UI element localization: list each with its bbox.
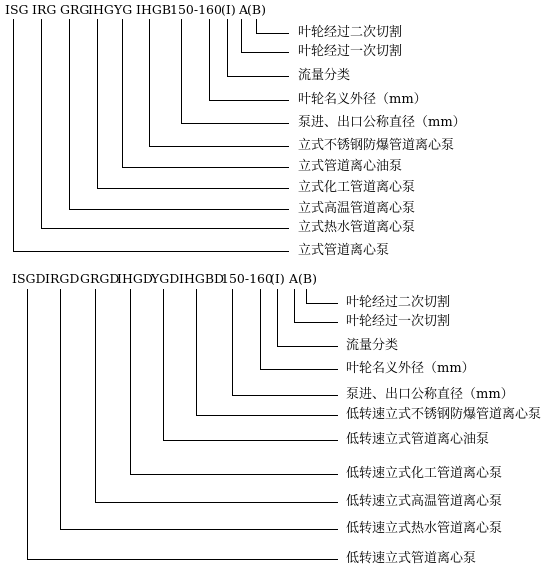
leader-h [209, 100, 289, 101]
leader-v [209, 19, 210, 100]
desc-first-cut: 叶轮经过一次切割 [298, 44, 403, 59]
desc-isg: 立式管道离心泵 [298, 243, 390, 258]
leader-h [241, 52, 289, 53]
leader-v [41, 19, 42, 228]
code-irg: IRG [32, 2, 57, 17]
leader-h [163, 440, 338, 441]
leader-v [163, 289, 164, 440]
leader-h [149, 146, 289, 147]
leader-v [122, 19, 123, 167]
leader-v [130, 289, 131, 474]
desc-isgd: 低转速立式管道离心泵 [346, 551, 477, 566]
desc-nominal-diameter: 泵进、出口公称直径（mm） [346, 387, 514, 402]
leader-h [13, 251, 289, 252]
desc-impeller-diameter: 叶轮名义外径（mm） [346, 361, 475, 376]
desc-irg: 立式热水管道离心泵 [298, 220, 416, 235]
leader-h [277, 346, 338, 347]
code-size: 150-160 [221, 271, 273, 286]
code-size: 150-160 [170, 2, 222, 17]
leader-h [27, 559, 338, 560]
leader-v [277, 289, 278, 346]
code-cut-b: (B) [247, 2, 266, 17]
code-ihgb: IHGB [136, 2, 172, 17]
leader-h [181, 123, 289, 124]
code-ihgbd: IHGBD [179, 271, 225, 286]
desc-grgd: 低转速立式高温管道离心泵 [346, 494, 503, 509]
leader-v [97, 19, 98, 188]
code-grgd: GRGD [80, 271, 120, 286]
leader-h [232, 395, 338, 396]
desc-grg: 立式高温管道离心泵 [298, 201, 416, 216]
leader-v [227, 19, 228, 76]
desc-impeller-diameter: 叶轮名义外径（mm） [298, 92, 427, 107]
leader-v [181, 19, 182, 123]
leader-v [149, 19, 150, 146]
leader-h [260, 369, 338, 370]
code-flow-class: (I) [270, 271, 285, 286]
leader-v [260, 289, 261, 369]
code-yg: YG [114, 2, 133, 17]
desc-nominal-diameter: 泵进、出口公称直径（mm） [298, 115, 466, 130]
code-irgd: IRGD [45, 271, 80, 286]
leader-h [41, 228, 289, 229]
desc-ihgbd: 低转速立式不锈钢防爆管道离心泵 [346, 407, 542, 422]
leader-h [196, 415, 338, 416]
leader-v [196, 289, 197, 415]
leader-h [95, 502, 338, 503]
code-isg: ISG [5, 2, 29, 17]
code-cut-a: A [239, 2, 249, 17]
leader-h [69, 209, 289, 210]
code-flow-class: (I) [221, 2, 236, 17]
code-ihgd: IHGD [117, 271, 153, 286]
leader-h [306, 303, 338, 304]
desc-yg: 立式管道离心油泵 [298, 159, 403, 174]
desc-irgd: 低转速立式热水管道离心泵 [346, 521, 503, 536]
code-isgd: ISGD [12, 271, 46, 286]
leader-v [241, 19, 242, 52]
desc-second-cut: 叶轮经过二次切割 [346, 295, 451, 310]
leader-v [294, 289, 295, 322]
code-ihg: IHG [88, 2, 114, 17]
leader-h [294, 322, 338, 323]
desc-ihgb: 立式不锈钢防爆管道离心泵 [298, 138, 455, 153]
code-grg: GRG [60, 2, 90, 17]
leader-h [256, 33, 289, 34]
leader-v [95, 289, 96, 502]
leader-h [122, 167, 289, 168]
leader-h [227, 76, 289, 77]
desc-ihgd: 低转速立式化工管道离心泵 [346, 466, 503, 481]
leader-h [130, 474, 338, 475]
desc-first-cut: 叶轮经过一次切割 [346, 314, 451, 329]
code-ygd: YGD [151, 271, 180, 286]
leader-v [60, 289, 61, 529]
leader-v [232, 289, 233, 395]
desc-second-cut: 叶轮经过二次切割 [298, 25, 403, 40]
leader-v [27, 289, 28, 559]
leader-v [13, 19, 14, 251]
code-cut-b: (B) [298, 271, 317, 286]
desc-ygd: 低转速立式管道离心油泵 [346, 432, 490, 447]
desc-flow-class: 流量分类 [298, 68, 351, 83]
leader-h [60, 529, 338, 530]
desc-flow-class: 流量分类 [346, 338, 399, 353]
leader-v [69, 19, 70, 209]
code-cut-a: A [289, 271, 299, 286]
leader-v [256, 19, 257, 33]
desc-ihg: 立式化工管道离心泵 [298, 180, 416, 195]
leader-h [97, 188, 289, 189]
leader-v [306, 289, 307, 303]
